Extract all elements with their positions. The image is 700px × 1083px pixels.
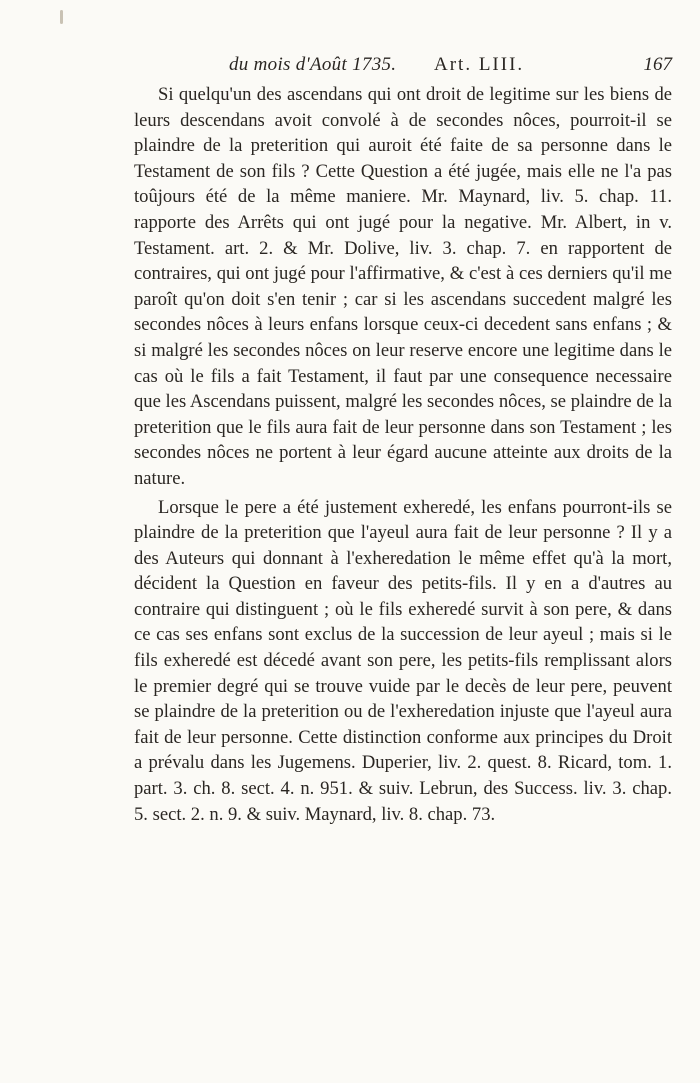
ink-smudge bbox=[60, 10, 63, 24]
book-page bbox=[134, 48, 672, 827]
paragraph-1: Si quelqu'un des ascendans qui ont droit de legitime sur les biens de leurs descendans avoit convolé à de secondes nôces, pourroit-il se plaindre de la preterition qui auroit été faite de sa personne dans le Testament de son fils ? Cette Question a été jugée, mais elle ne l'a pas toûjours été de la même maniere. Mr. Maynard, liv. 5. chap. 11. rapporte des Arrêts qui ont jugé pour la negative. Mr. Albert, in v. Testament. art. 2. & Mr. Dolive, liv. 3. chap. 7. en rapportent de contraires, qui ont jugé pour l'affirmative, & c'est à ces derniers qu'il me paroît qu'on doit s'en tenir ; car si les ascendans succedent malgré les secondes nôces à leurs enfans lorsque ceux-ci decedent sans enfans ; & si malgré les secondes nôces on leur reserve encore une legitime dans le cas où le fils a fait Testament, il faut par une consequence necessaire que les Ascendans puissent, malgré les secondes nôces, se plaindre de la preterition que le fils aura fait de leur personne dans son Testament ; les secondes nôces ne portent à leur égard aucune atteinte aux droits de la nature. bbox=[134, 84, 672, 489]
article-number: Art. LIII. bbox=[434, 54, 525, 75]
paragraph-2: Lorsque le pere a été justement exheredé, les enfans pourront-ils se plaindre de la preterition que l'ayeul aura fait de leur personne ? Il y a des Auteurs qui donnant à l'exheredation le même effet qu'à la mort, décident la Question en faveur des petits-fils. Il y en a d'autres au contraire qui distinguent ; où le fils exheredé survit à son pere, & dans ce cas ses enfans sont exclus de la succession de leur ayeul ; mais si le fils exheredé est décedé avant son pere, les petits-fils remplissant alors le premier degré qui se trouve vuide par le decès de leur pere, peuvent se plaindre de la preterition ou de l'exheredation injuste que l'ayeul aura fait de leur personne. Cette distinction conforme aux principes du Droit a prévalu dans les Jugemens. Duperier, liv. 2. quest. 8. Ricard, tom. 1. part. 3. ch. 8. sect. 4. n. 951. & suiv. Lebrun, des Success. liv. 3. chap. 5. sect. 2. n. 9. & suiv. Maynard, liv. 8. chap. 73. bbox=[134, 496, 672, 825]
page-number: 167 bbox=[643, 54, 672, 75]
page-header bbox=[134, 48, 672, 82]
running-title: du mois d'Août 1735. bbox=[229, 54, 397, 75]
